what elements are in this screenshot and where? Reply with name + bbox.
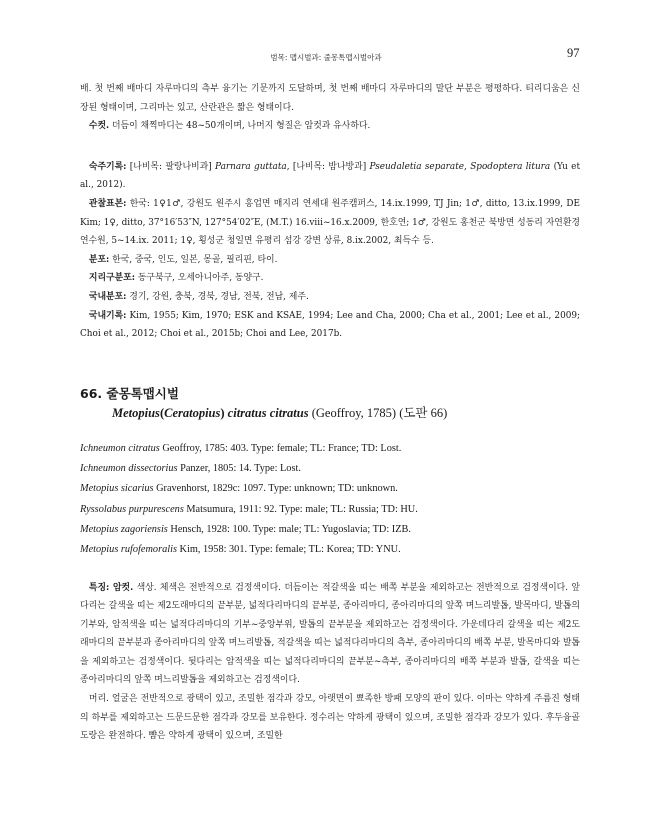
body-paragraph: 배. 첫 번째 배마디 자루마디의 측부 융기는 기문까지 도달하며, 첫 번째 배마디 자루마디의 말단 부분은 평평하다. 티리디움은 신장된 형태이며, 그리마는 있고, 산란관은 짧은 형태이다. [80,84,580,113]
host-text: , [464,161,471,172]
features-text: 색상. 체색은 전반적으로 검정색이다. 더듬이는 적갈색을 띠는 배쪽 부분을 제외하고는 전반적으로 검정색이다. 앞다리는 갈색을 띠는 제2도래마디의 끝부분, 넓적다리마디의 끝부분, 종아리마디, 종아리마디의 앞쪽 며느리발톱, 발목마디, 발톱의 기부와, 암적색을 띠는 넓적다리마디의 기부~중앙부위, 발톱의 끝부분을 제외하고는 검정색이다. 가운데다리 갈색을 띠는 제2도래마디의 끝부분과 종아리마디의 앞쪽 며느리발톱, 적갈색을 띠는 넓적다리마디의 측부, 종아리마디의 배쪽 부분, 발목마디와 발톱을 제외하고는 검정색이다. 뒷다리는 암적색을 띠는 넓적다리마디의 끝부분~측부, 종아리마디의 배쪽 부분과 발톱, 갈색을 띠는 종아리마디의 앞쪽 며느리발톱을 제외하고는 검정색이다. [80,582,580,686]
synonym-name: Ichneumon dissectorius [80,463,178,475]
male-label: 수컷. [88,121,110,132]
synonym-entry [80,500,580,520]
head-paragraph [80,690,580,746]
host-record [80,158,580,195]
page-number: 97 [567,46,580,60]
subgenus-name-text: Ceratopius [164,405,221,420]
synonym-entry [80,520,580,540]
synonym-text: Geoffroy, 1785: 403. Type: female; TL: France; TD: Lost. [159,442,402,454]
synonym-text: Gravenhorst, 1829c: 1097. Type: unknown; TD: unknown. [153,483,398,495]
running-title: 범목: 맵시벌과: 줄몽톡맵시벌아과 [270,53,382,62]
subgenus-name: (Ceratopius) [159,405,225,420]
spacer [80,344,580,384]
specimens-label: 관찰표본: [88,198,127,209]
host-species: Pseudaletia separate [369,161,465,172]
synonym-name: Metopius zagoriensis [80,523,168,535]
records-text: Kim, 1955; Kim, 1970; ESK and KSAE, 1994; Lee and Cha, 2000; Cha et al., 2001; Lee et al., 2009; Choi et al., 2012; Choi et al., 2015b; Choi and Lee, 2017b. [80,310,580,340]
species-author: (Geoffroy, 1785) (도판 66) [308,405,448,420]
domestic-distribution [80,288,580,307]
synonym-text: Hensch, 1928: 100. Type: male; TL: Yugoslavia; TD: IZB. [167,523,411,535]
page-body [80,80,580,746]
spacer [80,423,580,439]
distribution [80,251,580,270]
synonym-text: Kim, 1958: 301. Type: female; TL: Korea; TD: YNU. [176,544,401,556]
zoogeo-label: 지리구분포: [88,273,136,284]
domestic-label: 국내분포: [88,291,127,302]
synonym-text: Matsumura, 1911: 92. Type: male; TL: Russia; TD: HU. [183,503,418,515]
host-text: [나비목: 팔랑나비과] [126,161,216,172]
features-label: 특징: 암컷. [88,582,134,593]
spacer [80,136,580,158]
zoogeo-text: 동구북구, 오세아니아주, 동양구. [135,273,264,284]
records-label: 국내기록: [88,310,127,321]
synonym-name: Metopius rufofemoralis [80,544,177,556]
spacer [80,561,580,579]
host-label: 숙주기록: [88,161,127,172]
male-text: 더듬이 채찍마디는 48~50개이며, 나머지 형질은 암컷과 유사하다. [109,121,371,132]
species-scientific-name [80,403,580,423]
species-heading: 66. 줄몽톡맵시벌 [80,385,179,401]
specimens-text: 한국: 1♀1♂, 강원도 원주시 흥업면 매지리 연세대 원주캠퍼스, 14.ix.1999, TJ Jin; 1♂, ditto, 13.ix.1999, DE Kim; 1♀, ditto, 37°16′53″N, 127°54′02″E, (M.T.) 16.viii~16.x.2009, 한호연; 1♂, 강원도 홍천군 북방면 성동리 자연환경연수원, 5~14.ix. 2011; 1♀, 횡성군 청일면 유평리 섬강 강변 상류, 8.ix.2002, 최득수 등. [80,198,580,247]
synonym-name: Ichneumon citratus [80,442,160,454]
synonym-name: Ryssolabus purpurescens [80,503,184,515]
host-species: Spodoptera litura [470,161,551,172]
synonym-list [80,439,580,561]
host-text: (Yu et al., 2012). [80,161,581,191]
domestic-records [80,307,580,344]
specimens-examined [80,195,580,251]
domestic-text: 경기, 강원, 충북, 경북, 경남, 전북, 전남, 제주. [126,291,309,302]
synonym-name: Metopius sicarius [80,483,154,495]
distribution-label: 분포: [88,254,110,265]
synonym-entry [80,540,580,560]
synonym-entry [80,459,580,479]
synonym-text: Panzer, 1805: 14. Type: Lost. [177,463,301,475]
distribution-text: 한국, 중국, 인도, 일본, 몽골, 필리핀, 타이. [109,254,278,265]
species-epithet: citratus citratus [227,405,309,420]
host-text: , [나비목: 밤나방과] [286,161,370,172]
zoogeographic-distribution [80,269,580,288]
synonym-entry [80,439,580,459]
male-paragraph [80,117,580,136]
head-text: 머리. 얼굴은 전반적으로 광택이 있고, 조밀한 점각과 강모, 아랫면이 뾰족한 방패 모양의 판이 있다. 이마는 약하게 주름진 형태의 하부를 제외하고는 드문드문한 점각과 강모를 보유한다. 정수리는 약하게 광택이 있으며, 조밀한 점각과 강모가 있다. 후두융골도랑은 완전하다. 뺨은 약하게 광택이 있으며, 조밀한 [80,694,580,742]
synonym-entry [80,479,580,499]
features-paragraph [80,579,580,691]
genus-name: Metopius [112,405,160,420]
host-species: Parnara guttata [215,161,287,172]
